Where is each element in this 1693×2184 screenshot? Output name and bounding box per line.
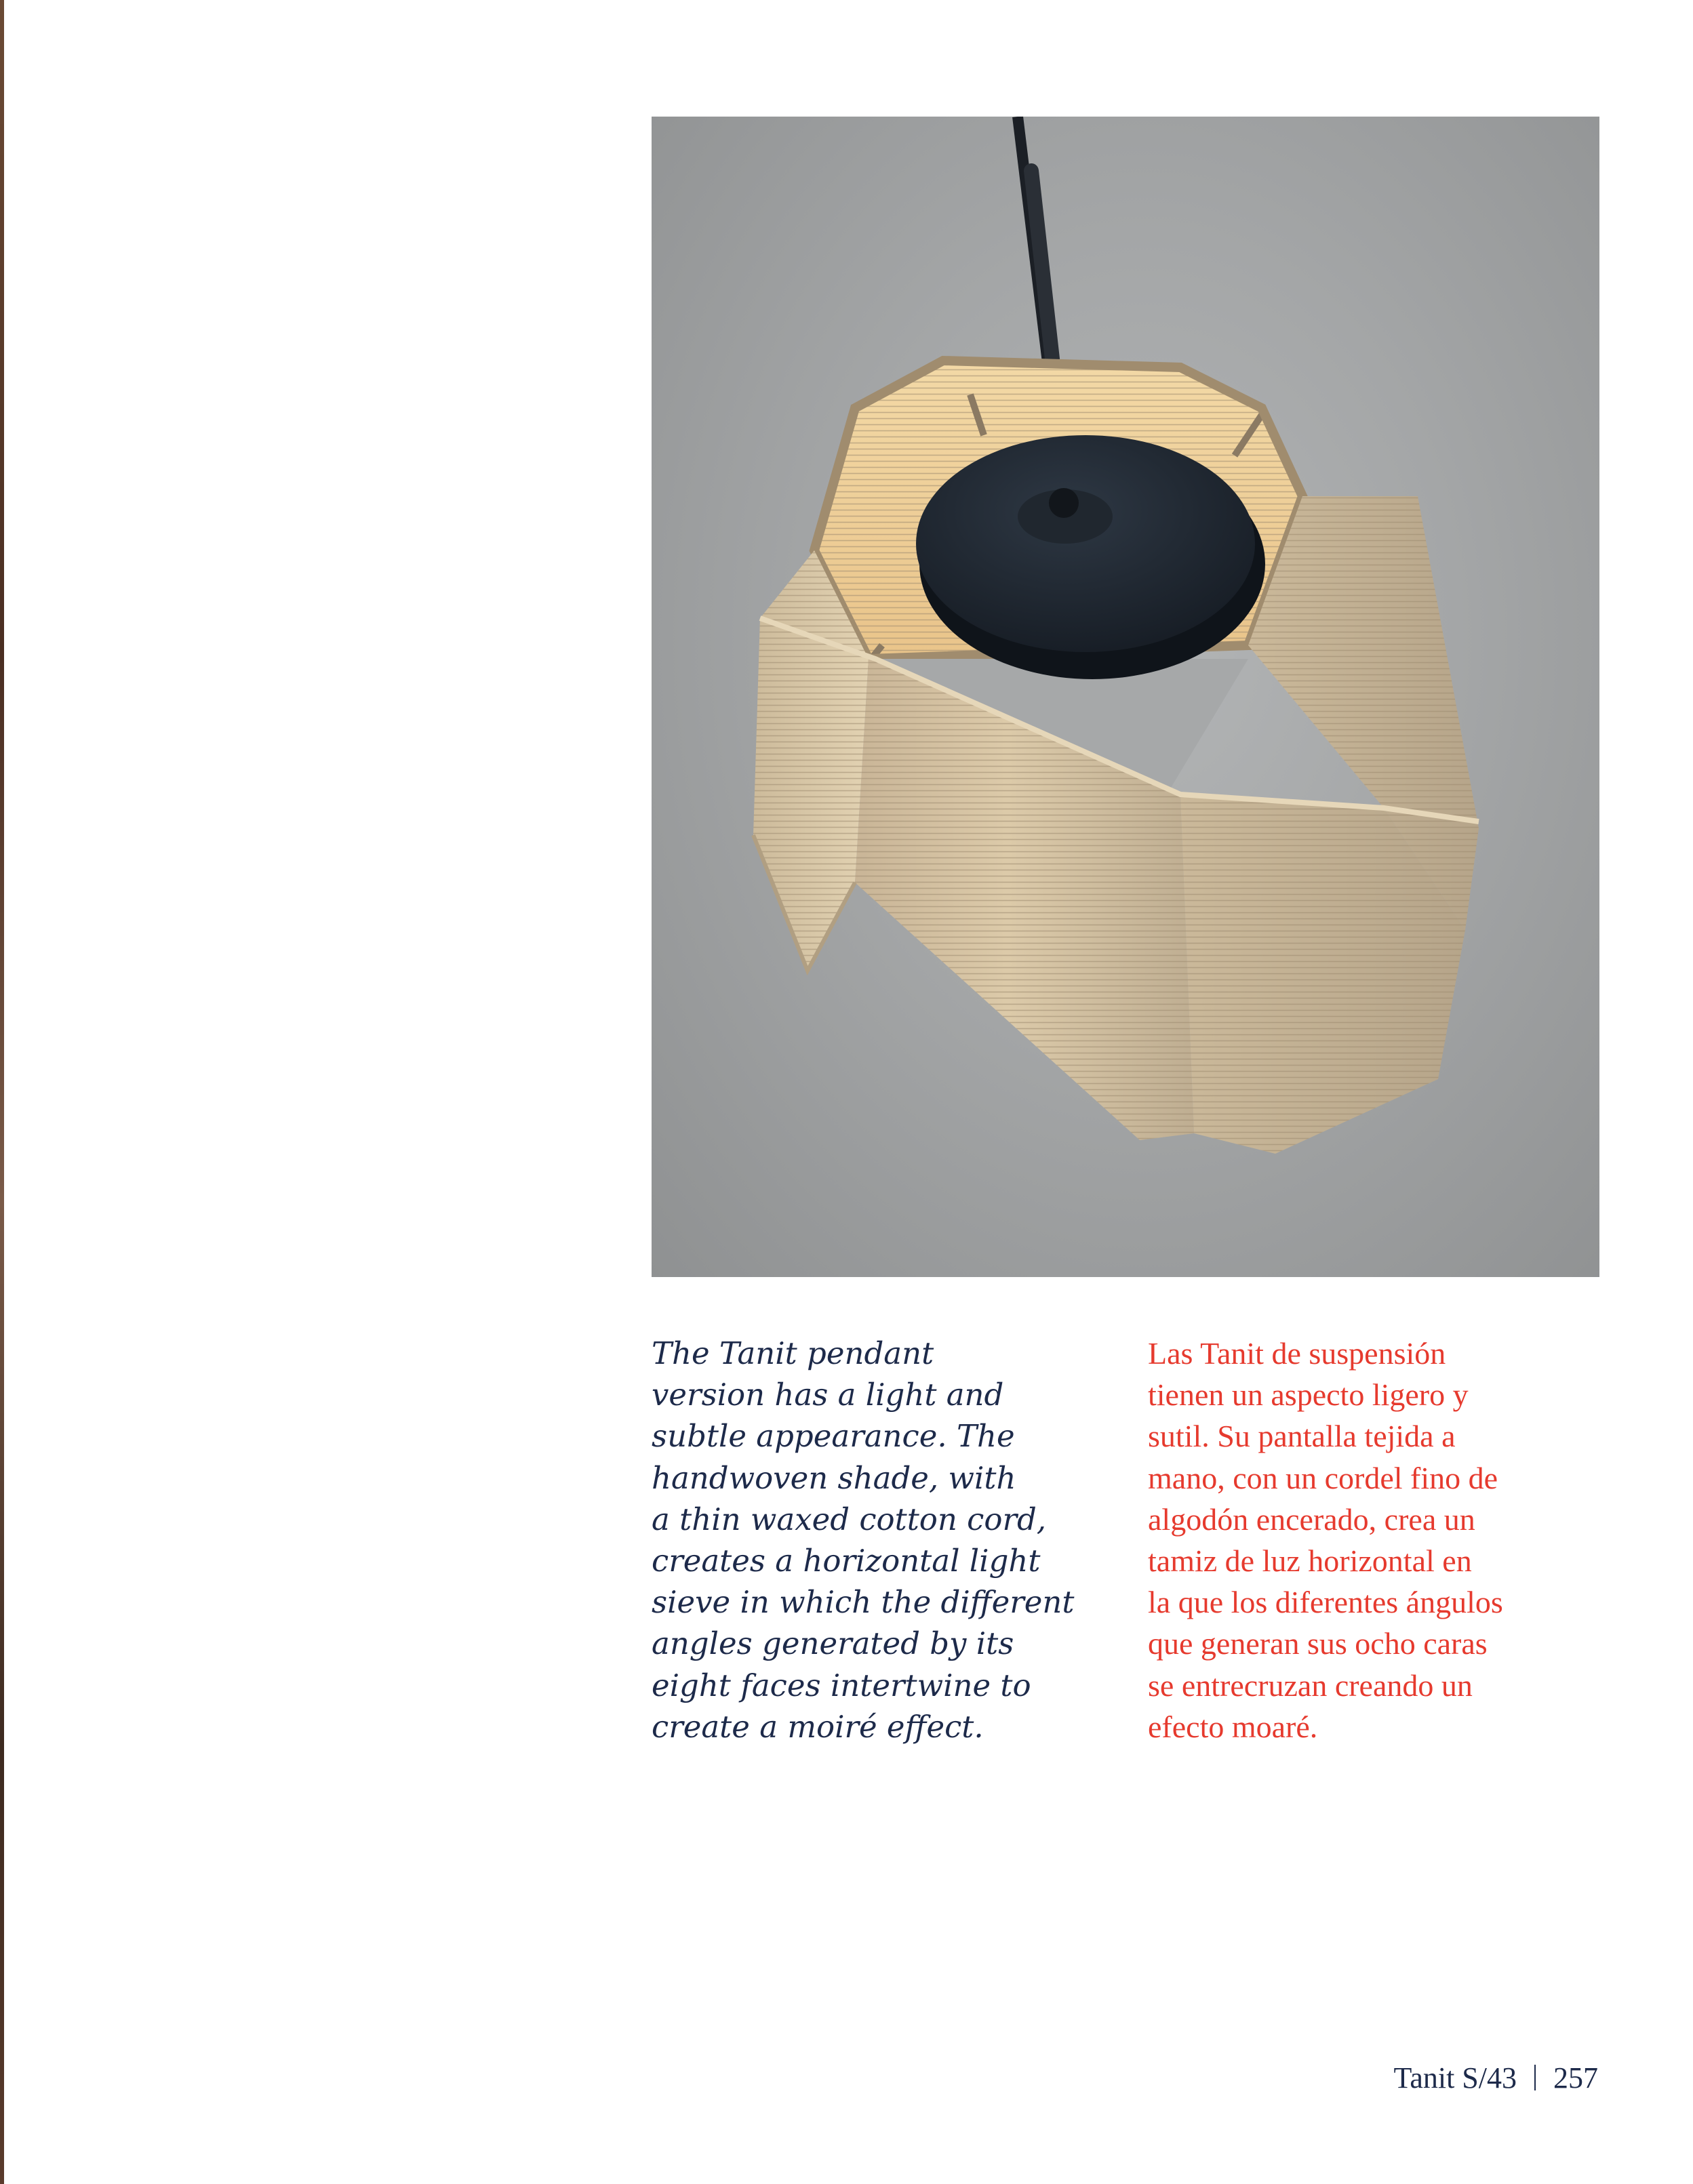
- text-line: la que los diferentes ángulos: [1148, 1585, 1503, 1620]
- page-number: 257: [1553, 2061, 1598, 2095]
- text-line: sutil. Su pantalla tejida a: [1148, 1419, 1456, 1454]
- text-line: algodón encerado, crea un: [1148, 1501, 1475, 1537]
- text-line: tienen un aspecto ligero y: [1148, 1377, 1469, 1413]
- product-photo: [652, 117, 1599, 1277]
- text-line: eight faces intertwine to: [652, 1667, 1031, 1703]
- description-english: [652, 1333, 1075, 1747]
- page-edge-strip: [0, 0, 4, 2184]
- text-line: Las Tanit de suspensión: [1148, 1336, 1446, 1371]
- description-spanish: [1148, 1333, 1595, 1747]
- footer-divider: [1534, 2065, 1536, 2090]
- text-line: tamiz de luz horizontal en: [1148, 1543, 1472, 1579]
- text-line: The Tanit pendant: [652, 1335, 934, 1371]
- product-reference: Tanit S/43: [1393, 2061, 1517, 2095]
- text-line: handwoven shade, with: [652, 1459, 1016, 1496]
- text-line: a thin waxed cotton cord,: [652, 1501, 1047, 1537]
- page-footer: [1394, 2061, 1598, 2095]
- text-line: creates a horizontal light: [652, 1543, 1041, 1579]
- text-line: angles generated by its: [652, 1625, 1014, 1662]
- text-line: mano, con un cordel fino de: [1148, 1460, 1498, 1495]
- text-line: que generan sus ocho caras: [1148, 1626, 1488, 1661]
- text-line: subtle appearance. The: [652, 1418, 1015, 1455]
- text-line: se entrecruzan creando un: [1148, 1667, 1473, 1703]
- pendant-lamp-illustration: [652, 117, 1599, 1277]
- text-line: version has a light and: [652, 1377, 1004, 1413]
- text-line: sieve in which the different: [652, 1584, 1075, 1621]
- text-line: create a moiré effect.: [652, 1708, 984, 1745]
- text-line: efecto moaré.: [1148, 1709, 1318, 1744]
